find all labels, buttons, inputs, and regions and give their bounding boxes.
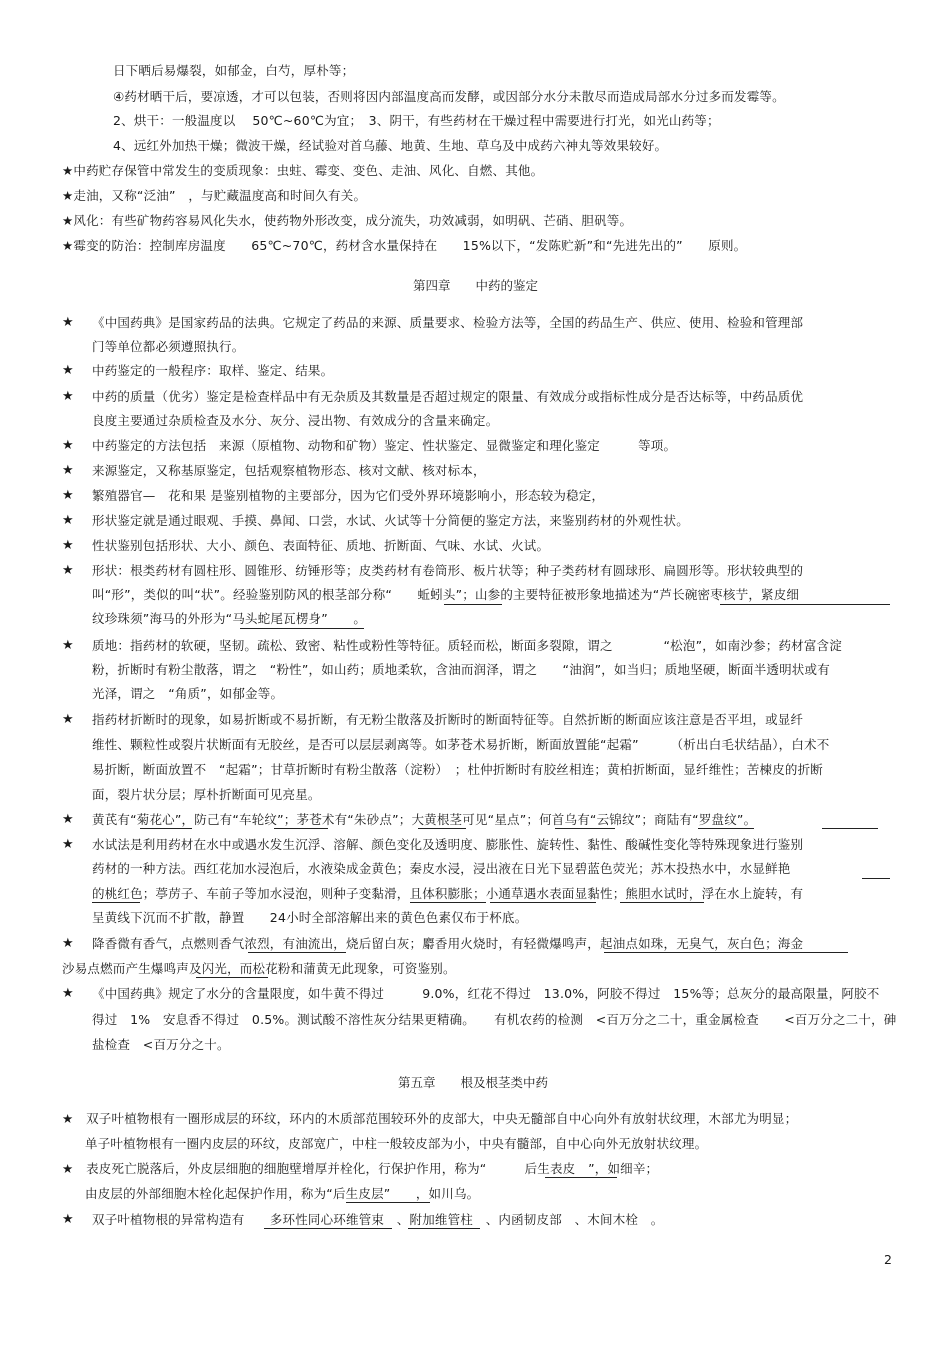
text-line: ★ 表皮死亡脱落后，外皮层细胞的细胞壁增厚并栓化，行保护作用，称为“ 后生表皮 ”，如细辛；: [62, 1161, 659, 1176]
underline: [822, 828, 878, 829]
text-line: 双子叶植物根的异常构造有 多环性同心环维管束 、附加维管柱 、内函韧皮部 、木间木栓 。: [92, 1212, 664, 1227]
text-line: 4、远红外加热干燥；微波干燥，经试验对首乌藤、地黄、生地、草乌及中成药六神丸等效果较好。: [113, 138, 668, 153]
star-bullet: ★: [62, 986, 74, 1001]
underline: [604, 952, 848, 953]
star-bullet: ★: [62, 812, 74, 827]
page-number: 2: [884, 1252, 892, 1267]
text-line: 呈黄线下沉而不扩散，静置 24小时全部溶解出来的黄色色素仅布于杯底。: [92, 910, 528, 925]
text-line: 质地：指药材的软硬，坚韧。疏松、致密、粘性或粉性等特征。质轻而松，断面多裂隙，谓之 “松泡”，如南沙参；药材富含淀: [92, 638, 842, 653]
text-line: 黄芪有“菊花心”，防己有“车轮纹”；茅苍术有“朱砂点”；大黄根茎可见“星点”；何首乌有“云锦纹”；商陆有“罗盘纹”。: [92, 812, 757, 827]
underline: [274, 828, 328, 829]
star-bullet: ★: [62, 712, 74, 727]
text-line: 中药的质量（优劣）鉴定是检查样品中有无杂质及其数量是否超过规定的限量、有效成分或指标性成分是否达标等，中药品质优: [92, 389, 804, 404]
underline: [720, 604, 890, 605]
underline: [408, 1228, 480, 1229]
text-line: ★ 双子叶植物根有一圈形成层的环纹，环内的木质部范围较环外的皮部大，中央无髓部自中心向外有放射状纹理，木部尤为明显；: [62, 1111, 798, 1126]
text-line: 中药鉴定的方法包括 来源（原植物、动物和矿物）鉴定、性状鉴定、显微鉴定和理化鉴定 等项。: [92, 438, 677, 453]
text-line: 纹珍珠须”海马的外形为“马头蛇尾瓦楞身” 。: [92, 611, 367, 626]
text-line: 粉，折断时有粉尘散落，谓之 “粉性”，如山药；质地柔软，含油而润泽，谓之 “油润”，如当归；质地坚硬，断面半透明状或有: [92, 662, 830, 677]
text-line: 门等单位都必须遵照执行。: [92, 339, 245, 354]
text-line: 得过 1% 安息香不得过 0.5%。测试酸不溶性灰分结果更精确。 有机农药的检测 <百万分之二十，重金属检查 <百万分之二十，砷: [92, 1012, 897, 1027]
text-line: 《中国药典》是国家药品的法典。它规定了药品的来源、质量要求、检验方法等，全国的药品生产、供应、使用、检验和管理部: [92, 315, 804, 330]
underline: [410, 902, 486, 903]
star-bullet: ★: [62, 1212, 74, 1227]
text-line: 叫“形”，类似的叫“状”。经验鉴别防风的根茎部分称“ 蚯蚓头”；山参的主要特征被形象地描述为“芦长碗密枣核艼，紧皮细: [92, 587, 800, 602]
text-line: 降香微有香气，点燃则香气浓烈，有油流出，烧后留白灰；麝香用火烧时，有轻微爆鸣声，起油点如珠，无臭气，灰白色；海金: [92, 936, 804, 951]
text-line: 盐检查 <百万分之十。: [92, 1037, 230, 1052]
text-line: 单子叶植物根有一圈内皮层的环纹，皮部宽广，中柱一般较皮部为小，中央有髓部，自中心向外无放射状纹理。: [85, 1136, 708, 1151]
star-bullet: ★: [62, 463, 74, 478]
underline: [555, 828, 615, 829]
star-bullet: ★: [62, 638, 74, 653]
text-line: 2、烘干：一般温度以 50℃~60℃为宜； 3、阴干，有些药材在干燥过程中需要进行打光，如光山药等；: [113, 113, 720, 128]
underline: [140, 828, 192, 829]
text-line: ★走油，又称“泛油” ，与贮藏温度高和时间久有关。: [62, 188, 367, 203]
text-line: ★风化：有些矿物药容易风化失水，使药物外形改变，成分流失，功效减弱，如明矾、芒硝、胆矾等。: [62, 213, 633, 228]
text-line: 易折断，断面放置不 “起霜”；甘草折断时有粉尘散落（淀粉） ；杜仲折断时有胶丝相连；黄柏折断面，显纤维性；苦楝皮的折断: [92, 762, 824, 777]
text-line: 沙易点燃而产生爆鸣声及闪光，而松花粉和蒲黄无此现象，可资鉴别。: [62, 961, 456, 976]
text-line: 形状鉴定就是通过眼观、手摸、鼻闻、口尝，水试、火试等十分简便的鉴定方法，来鉴别药材的外观性状。: [92, 513, 689, 528]
underline: [862, 878, 890, 879]
star-bullet: ★: [62, 936, 74, 951]
star-bullet: ★: [62, 538, 74, 553]
underline: [444, 604, 502, 605]
star-bullet: ★: [62, 438, 74, 453]
text-line: 水试法是利用药材在水中或遇水发生沉浮、溶解、颜色变化及透明度、膨胀性、旋转性、黏性、酸碱性变化等特殊现象进行鉴别: [92, 837, 804, 852]
chapter-heading: 第四章 中药的鉴定: [413, 278, 539, 293]
text-line: 指药材折断时的现象，如易折断或不易折断，有无粉尘散落及折断时的断面特征等。自然折断的断面应该注意是否平坦，或显纤: [92, 712, 804, 727]
text-line: 来源鉴定，又称基原鉴定，包括观察植物形态、核对文献、核对标本，: [92, 463, 486, 478]
underline: [620, 902, 704, 903]
underline: [196, 977, 268, 978]
underline: [698, 828, 754, 829]
text-line: 繁殖器官— 花和果 是鉴别植物的主要部分，因为它们受外界环境影响小，形态较为稳定，: [92, 488, 605, 503]
text-line: 由皮层的外部细胞木栓化起保护作用，称为“后生皮层” ，如川乌。: [85, 1186, 480, 1201]
text-line: 形状：根类药材有圆柱形、圆锥形、纺锤形等；皮类药材有卷筒形、板片状等；种子类药材有圆球形、扁圆形等。形状较典型的: [92, 563, 804, 578]
star-bullet: ★: [62, 363, 74, 378]
underline: [418, 828, 466, 829]
underline: [346, 1202, 430, 1203]
star-bullet: ★: [62, 389, 74, 404]
text-line: 面，裂片状分层；厚朴折断面可见亮星。: [92, 787, 321, 802]
underline: [545, 1177, 617, 1178]
star-bullet: ★: [62, 315, 74, 330]
text-line: 的桃红色；葶苈子、车前子等加水浸泡，则种子变黏滑，且体积膨胀；小通草遇水表面显黏性；熊胆水试时，浮在水上旋转，有: [92, 886, 804, 901]
text-line: 中药鉴定的一般程序：取样、鉴定、结果。: [92, 363, 334, 378]
text-line: 性状鉴别包括形状、大小、颜色、表面特征、质地、折断面、气味、水试、火试。: [92, 538, 550, 553]
text-line: ④药材晒干后，要凉透，才可以包装，否则将因内部温度高而发酵，或因部分水分未散尽而造成局部水分过多而发霉等。: [113, 89, 785, 104]
text-line: 维性、颗粒性或裂片状断面有无胶丝，是否可以层层剥离等。如茅苍术易折断，断面放置能“起霜” （析出白毛状结晶），白术不: [92, 737, 830, 752]
text-line: 良度主要通过杂质检查及水分、灰分、浸出物、有效成分的含量来确定。: [92, 413, 499, 428]
chapter-heading: 第五章 根及根茎类中药: [398, 1075, 549, 1090]
text-line: ★霉变的防治：控制库房温度 65℃~70℃，药材含水量保持在 15%以下，“发陈贮新”和“先进先出的” 原则。: [62, 238, 747, 253]
underline: [248, 952, 346, 953]
underline: [92, 902, 140, 903]
text-line: 日下晒后易爆裂，如郁金，白芍，厚朴等；: [113, 63, 355, 78]
star-bullet: ★: [62, 513, 74, 528]
underline: [240, 628, 364, 629]
text-line: 《中国药典》规定了水分的含量限度，如牛黄不得过 9.0%，红花不得过 13.0%，阿胶不得过 15%等；总灰分的最高限量，阿胶不: [92, 986, 880, 1001]
text-line: ★中药贮存保管中常发生的变质现象：虫蛀、霉变、变色、走油、风化、自燃、其他。: [62, 163, 544, 178]
star-bullet: ★: [62, 488, 74, 503]
text-line: 光泽，谓之 “角质”，如郁金等。: [92, 686, 284, 701]
star-bullet: ★: [62, 837, 74, 852]
star-bullet: ★: [62, 563, 74, 578]
underline: [264, 1228, 392, 1229]
underline: [490, 902, 596, 903]
text-line: 药材的一种方法。西红花加水浸泡后，水液染成金黄色；秦皮水浸，浸出液在日光下显碧蓝色荧光；苏木投热水中，水显鲜艳: [92, 861, 791, 876]
